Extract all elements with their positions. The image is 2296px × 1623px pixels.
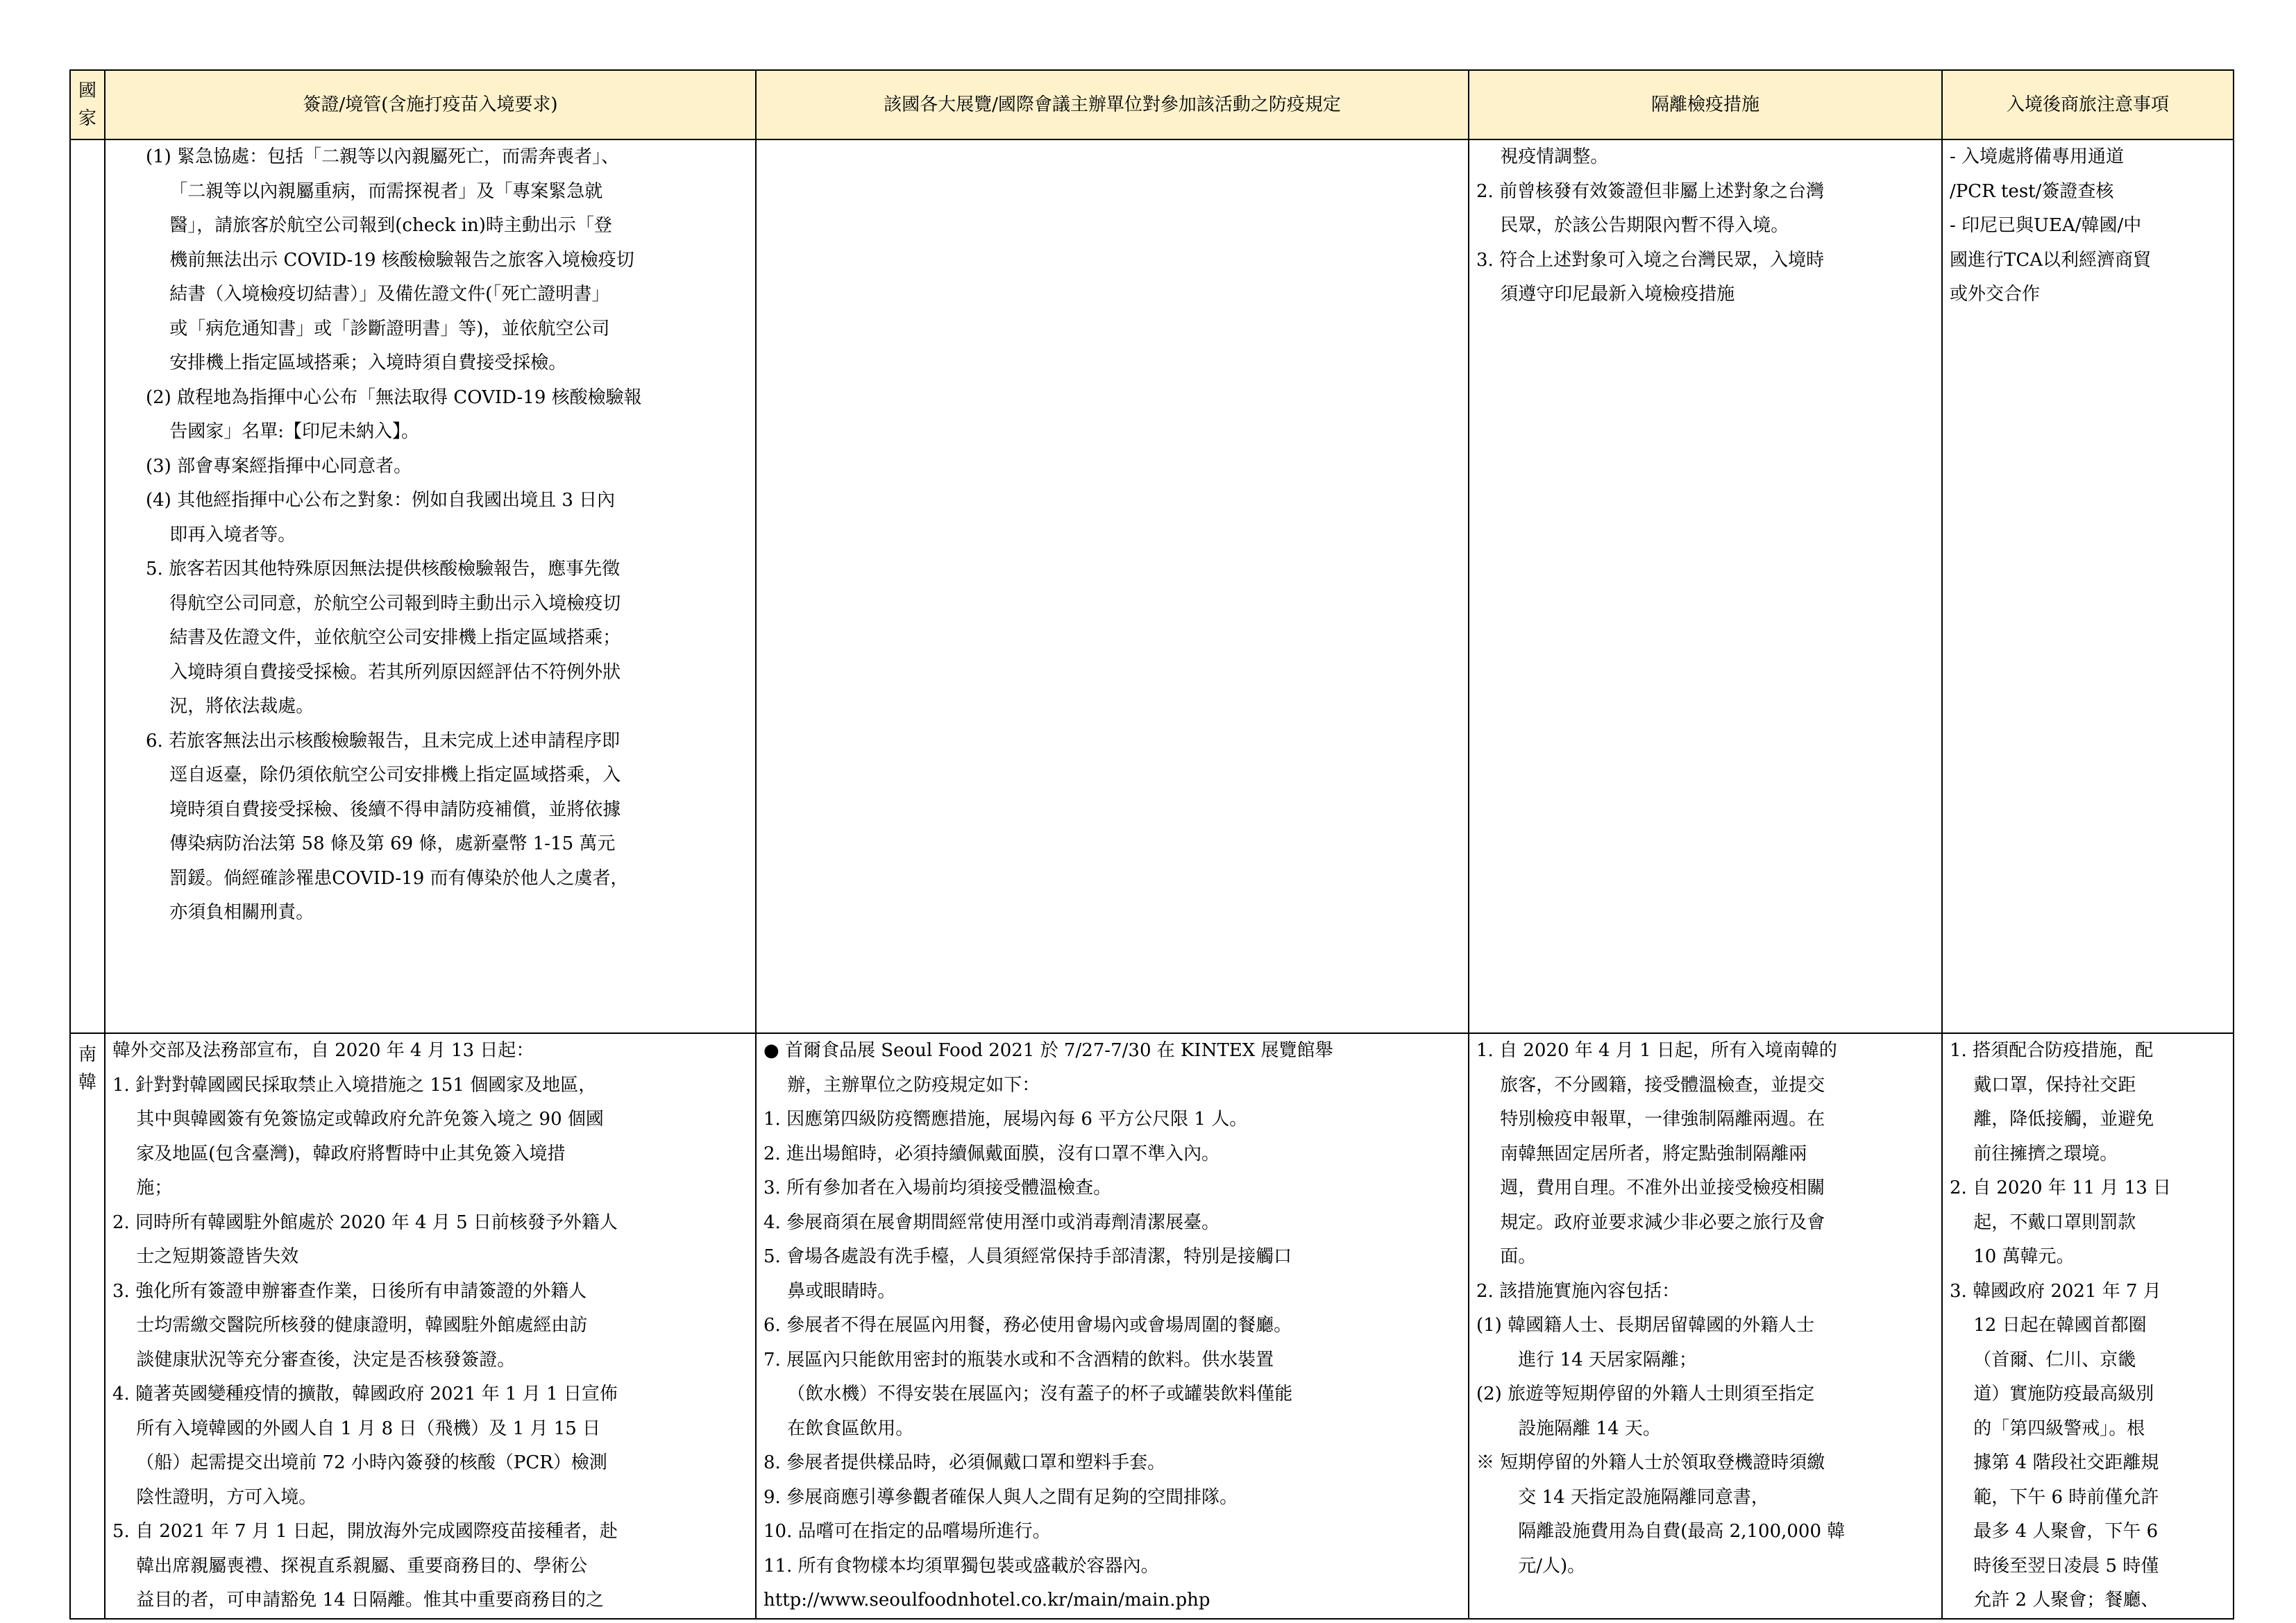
text-line: 4. 參展商須在展會期間經常使用溼巾或消毒劑清潔展臺。 — [763, 1212, 1220, 1233]
text-line: 隔離設施費用為自費(最高 2,100,000 韓 — [1476, 1521, 1846, 1542]
header-notes: 入境後商旅注意事項 — [1942, 70, 2234, 139]
text-line: 南韓無固定居所者，將定點強制隔離兩 — [1476, 1143, 1807, 1164]
text-line: 韓出席親屬喪禮、探視直系親屬、重要商務目的、學術公 — [112, 1555, 588, 1577]
country-cell: 南韓 — [70, 1033, 105, 1619]
text-line: 士均需繳交醫院所核發的健康證明，韓國駐外館處經由訪 — [112, 1315, 588, 1336]
text-line: 「二親等以內親屬重病，而需探視者」及「專案緊急就 — [146, 180, 603, 202]
text-line: 10. 品嚐可在指定的品嚐場所進行。 — [763, 1521, 1051, 1542]
text-line: 11. 所有食物樣本均須單獨包裝或盛載於容器內。 — [763, 1555, 1159, 1577]
text-line: 5. 會場各處設有洗手檯，人員須經常保持手部清潔，特別是接觸口 — [763, 1246, 1292, 1267]
travel-regulations-table — [69, 69, 2234, 1620]
text-line: 5. 旅客若因其他特殊原因無法提供核酸檢驗報告，應事先徵 — [146, 559, 621, 579]
text-line: - 入境處將備專用通道 — [1950, 146, 2125, 167]
text-line: 離，降低接觸，並避免 — [1950, 1109, 2154, 1130]
text-line: - 印尼已與UEA/韓國/中 — [1950, 215, 2142, 236]
text-line: 3. 強化所有簽證申辦審查作業，日後所有申請簽證的外籍人 — [112, 1280, 587, 1302]
text-line: 視疫情調整。 — [1476, 146, 1609, 167]
text-line: 醫」，請旅客於航空公司報到(check in)時主動出示「登 — [146, 215, 612, 236]
notes-cell — [1942, 1033, 2234, 1619]
text-line: 傳染病防治法第 58 條及第 69 條，處新臺幣 1-15 萬元 — [146, 833, 616, 854]
text-line: 設施隔離 14 天。 — [1476, 1418, 1661, 1439]
text-line: 告國家」名單:【印尼未納入】。 — [146, 421, 420, 442]
quarantine-cell — [1469, 139, 1942, 1033]
text-line: 士之短期簽證皆失效 — [112, 1246, 299, 1267]
text-line: ※ 短期停留的外籍人士於領取登機證時須繳 — [1476, 1452, 1825, 1473]
text-line: 1. 自 2020 年 4 月 1 日起，所有入境南韓的 — [1476, 1040, 1837, 1061]
text-line: 3. 符合上述對象可入境之台灣民眾，入境時 — [1476, 249, 1825, 271]
text-line: 逕自返臺，除仍須依航空公司安排機上指定區域搭乘，入 — [146, 765, 621, 785]
table-row — [70, 1033, 2234, 1619]
text-line: (1) 韓國籍人士、長期居留韓國的外籍人士 — [1476, 1315, 1815, 1336]
text-line: 入境時須自費接受採檢。若其所列原因經評估不符例外狀 — [146, 661, 621, 683]
text-line: 1. 因應第四級防疫嚮應措施，展場內每 6 平方公尺限 1 人。 — [763, 1109, 1248, 1130]
text-line: (3) 部會專案經指揮中心同意者。 — [146, 455, 412, 477]
visa-cell — [105, 139, 756, 1033]
text-line: 4. 隨著英國變種疫情的擴散，韓國政府 2021 年 1 月 1 日宣佈 — [112, 1384, 618, 1404]
text-line: 或外交合作 — [1950, 284, 2041, 305]
text-line: 益目的者，可申請豁免 14 日隔離。惟其中重要商務目的之 — [112, 1590, 604, 1611]
exhibition-cell — [756, 139, 1469, 1033]
text-line: 進行 14 天居家隔離； — [1476, 1349, 1697, 1370]
text-line: 1. 針對對韓國國民採取禁止入境措施之 151 個國家及地區， — [112, 1074, 597, 1096]
text-line: 的「第四級警戒」。根 — [1950, 1418, 2145, 1439]
text-line: 7. 展區內只能飲用密封的瓶裝水或和不含酒精的飲料。供水裝置 — [763, 1349, 1274, 1370]
text-line: （船）起需提交出境前 72 小時內簽發的核酸（PCR）檢測 — [112, 1452, 607, 1473]
text-line: 陰性證明，方可入境。 — [112, 1486, 317, 1508]
text-line: (1) 緊急協處：包括「二親等以內親屬死亡，而需奔喪者」、 — [146, 146, 620, 167]
text-line: 須遵守印尼最新入境檢疫措施 — [1476, 284, 1735, 305]
text-line: 2. 自 2020 年 11 月 13 日 — [1950, 1178, 2171, 1198]
text-line: 道）實施防疫最高級別 — [1950, 1384, 2154, 1404]
visa-cell — [105, 1033, 756, 1619]
text-line: (2) 旅遊等短期停留的外籍人士則須至指定 — [1476, 1384, 1815, 1404]
text-line: 前往擁擠之環境。 — [1950, 1143, 2118, 1164]
text-line: （首爾、仁川、京畿 — [1950, 1349, 2136, 1370]
header-visa: 簽證/境管(含施打疫苗入境要求) — [105, 70, 756, 139]
text-line: 談健康狀況等充分審查後，決定是否核發簽證。 — [112, 1349, 516, 1370]
text-line: 亦須負相關刑責。 — [146, 902, 314, 923]
text-line: 允許 2 人聚會；餐廳、 — [1950, 1590, 2159, 1611]
text-line: 最多 4 人聚會，下午 6 — [1950, 1521, 2159, 1542]
quarantine-cell — [1469, 1033, 1942, 1619]
text-line: 2. 該措施實施內容包括： — [1476, 1280, 1680, 1302]
text-line: 鼻或眼睛時。 — [763, 1280, 896, 1302]
text-line: 國進行TCA以利經濟商貿 — [1950, 249, 2152, 271]
text-line: 民眾，於該公告期限內暫不得入境。 — [1476, 215, 1789, 236]
exhibition-cell — [756, 1033, 1469, 1619]
text-line: 戴口罩，保持社交距 — [1950, 1074, 2136, 1096]
text-line: 韓外交部及法務部宣布，自 2020 年 4 月 13 日起： — [112, 1040, 534, 1061]
text-line: 或「病危通知書」或「診斷證明書」等)，並依航空公司 — [146, 318, 610, 339]
text-line: 1. 搭須配合防疫措施，配 — [1950, 1040, 2154, 1061]
text-line: 結書及佐證文件，並依航空公司安排機上指定區域搭乘； — [146, 627, 621, 648]
text-line: 所有入境韓國的外國人自 1 月 8 日（飛機）及 1 月 15 日 — [112, 1418, 601, 1439]
text-line: 3. 所有參加者在入場前均須接受體溫檢查。 — [763, 1178, 1112, 1198]
text-line: 9. 參展商應引導參觀者確保人與人之間有足夠的空間排隊。 — [763, 1486, 1238, 1508]
text-line: 2. 同時所有韓國駐外館處於 2020 年 4 月 5 日前核發予外籍人 — [112, 1212, 618, 1233]
text-line: 2. 進出場館時，必須持續佩戴面膜，沒有口罩不準入內。 — [763, 1143, 1220, 1164]
text-line: 安排機上指定區域搭乘；入境時須自費接受採檢。 — [146, 352, 567, 373]
header-country: 國家 — [70, 70, 105, 139]
text-line: 面。 — [1476, 1246, 1537, 1267]
header-exhibition: 該國各大展覽/國際會議主辦單位對參加該活動之防疫規定 — [756, 70, 1469, 139]
text-line: 週，費用自理。不准外出並接受檢疫相關 — [1476, 1178, 1825, 1198]
text-line: 交 14 天指定設施隔離同意書， — [1476, 1486, 1769, 1508]
header-quarantine: 隔離檢疫措施 — [1469, 70, 1942, 139]
text-line: 起，不戴口罩則罰款 — [1950, 1212, 2136, 1233]
text-line: 境時須自費接受採檢、後續不得申請防疫補償，並將依據 — [146, 799, 621, 820]
table-row — [70, 139, 2234, 1033]
text-line: ● 首爾食品展 Seoul Food 2021 於 7/27-7/30 在 KINTEX 展覽館舉 — [763, 1040, 1333, 1061]
text-line: 範，下午 6 時前僅允許 — [1950, 1486, 2159, 1508]
text-line: 據第 4 階段社交距離規 — [1950, 1452, 2159, 1473]
text-line: 況，將依法裁處。 — [146, 696, 314, 717]
notes-cell — [1942, 139, 2234, 1033]
text-line: 12 日起在韓國首都圈 — [1950, 1315, 2147, 1336]
text-line: 結書（入境檢疫切結書）」及備佐證文件(「死亡證明書」 — [146, 284, 610, 305]
text-line: 規定。政府並要求減少非必要之旅行及會 — [1476, 1212, 1825, 1233]
text-line: 8. 參展者提供樣品時，必須佩戴口罩和塑料手套。 — [763, 1452, 1166, 1473]
text-line: 家及地區(包含臺灣)，韓政府將暫時中止其免簽入境措 — [112, 1143, 566, 1164]
text-line: 即再入境者等。 — [146, 524, 296, 545]
text-line: （飲水機）不得安裝在展區內；沒有蓋子的杯子或罐裝飲料僅能 — [763, 1384, 1293, 1404]
text-line: 10 萬韓元。 — [1950, 1246, 2075, 1267]
text-line: 元/人)。 — [1476, 1555, 1586, 1577]
text-line: /PCR test/簽證查核 — [1950, 180, 2114, 202]
text-line: (4) 其他經指揮中心公布之對象：例如自我國出境且 3 日內 — [146, 490, 616, 511]
text-line: 時後至翌日凌晨 5 時僅 — [1950, 1555, 2159, 1577]
text-line: 旅客，不分國籍，接受體溫檢查，並提交 — [1476, 1074, 1825, 1096]
text-line: 機前無法出示 COVID-19 核酸檢驗報告之旅客入境檢疫切 — [146, 249, 634, 271]
text-line: 特別檢疫申報單，一律強制隔離兩週。在 — [1476, 1109, 1825, 1130]
table-header-row — [70, 70, 2234, 139]
text-line: 得航空公司同意，於航空公司報到時主動出示入境檢疫切 — [146, 593, 621, 614]
text-line: 施； — [112, 1178, 173, 1198]
text-line: http://www.seoulfoodnhotel.co.kr/main/main.php — [763, 1590, 1210, 1611]
text-line: 罰鍰。倘經確診罹患COVID-19 而有傳染於他人之虞者， — [146, 867, 629, 889]
text-line: 6. 參展者不得在展區內用餐，務必使用會場內或會場周圍的餐廳。 — [763, 1315, 1292, 1336]
text-line: (2) 啟程地為指揮中心公布「無法取得 COVID-19 核酸檢驗報 — [146, 386, 642, 408]
text-line: 3. 韓國政府 2021 年 7 月 — [1950, 1280, 2161, 1302]
text-line: 2. 前曾核發有效簽證但非屬上述對象之台灣 — [1476, 180, 1825, 202]
text-line: 6. 若旅客無法出示核酸檢驗報告，且未完成上述申請程序即 — [146, 730, 621, 751]
text-line: 辦，主辦單位之防疫規定如下： — [763, 1074, 1040, 1096]
text-line: 其中與韓國簽有免簽協定或韓政府允許免簽入境之 90 個國 — [112, 1109, 604, 1130]
text-line: 在飲食區飲用。 — [763, 1418, 914, 1439]
text-line: 5. 自 2021 年 7 月 1 日起，開放海外完成國際疫苗接種者，赴 — [112, 1521, 618, 1542]
country-cell — [70, 139, 105, 1033]
